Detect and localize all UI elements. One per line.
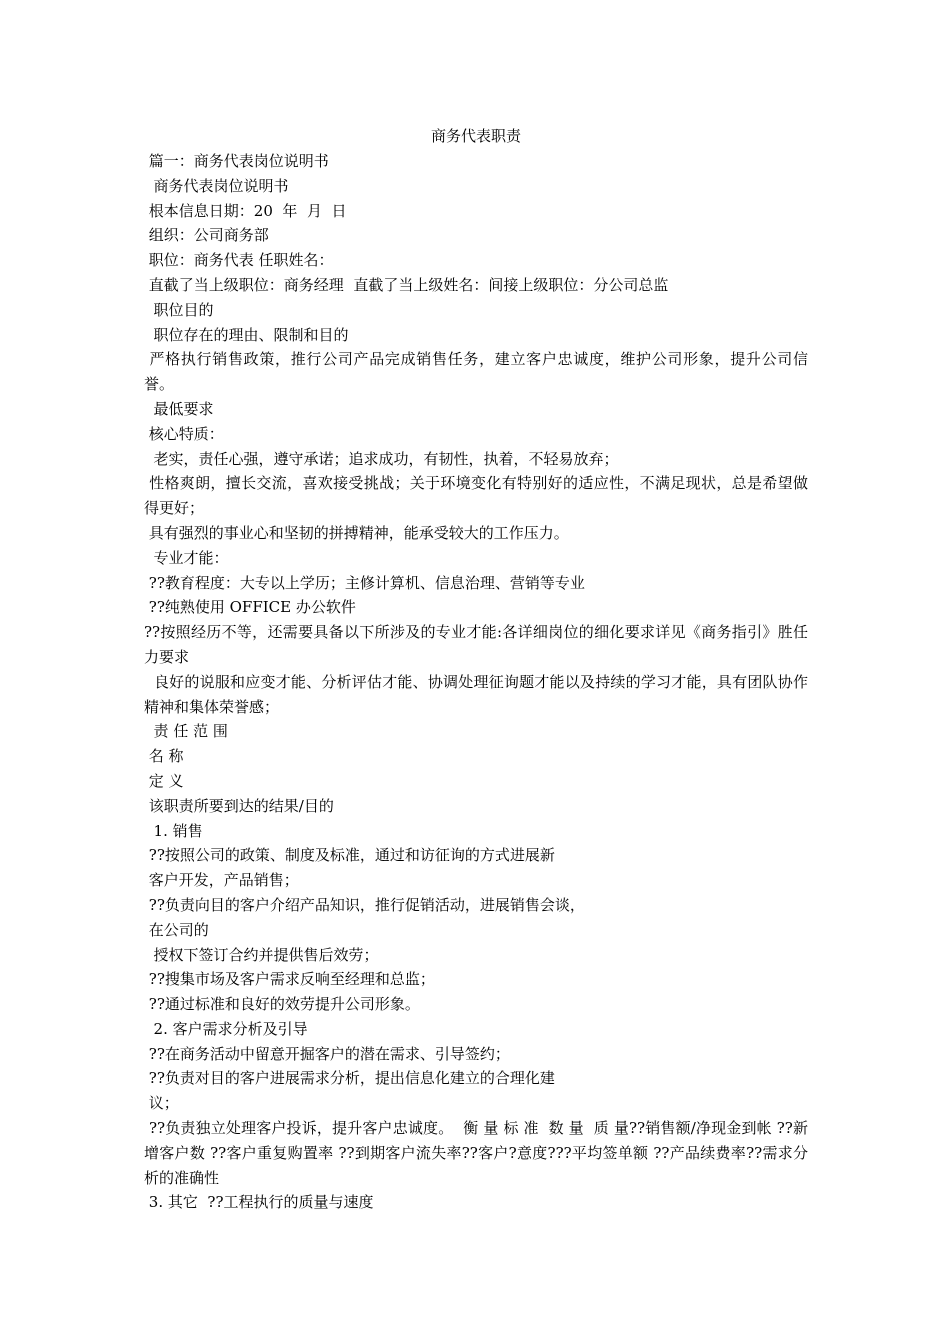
paragraph-line: ??负责向目的客户介绍产品知识，推行促销活动，进展销售会谈， [144,895,585,914]
paragraph-line: 客户开发，产品销售； [144,871,299,890]
paragraph-line: 责 任 范 围 [144,722,228,741]
paragraph-line: ??纯熟使用 OFFICE 办公软件 [144,598,356,617]
paragraph-line: 职位：商务代表 任职姓名： [144,251,334,270]
paragraph-line: 具有强烈的事业心和坚韧的拼搏精神，能承受较大的工作压力。 [144,523,569,542]
paragraph-line: 商务代表岗位说明书 [144,176,289,195]
paragraph-line: 名 称 [144,747,184,766]
paragraph-line: ??教育程度：大专以上学历；主修计算机、信息治理、营销等专业 [144,573,585,592]
paragraph-line: 核心特质： [144,424,224,443]
paragraph-line: 篇一：商务代表岗位说明书 [144,152,329,170]
paragraph-line: 组织：公司商务部 [144,226,269,245]
document-title: 商务代表职责 [430,127,521,145]
paragraph-line: 3. 其它 ??工程执行的质量与速度 [144,1193,374,1212]
paragraph-line: 根本信息日期：20 年 月 日 [144,201,347,220]
paragraph-line: 2. 客户需求分析及引导 [144,1019,308,1038]
paragraph-line: 直截了当上级职位：商务经理 直截了当上级姓名：间接上级职位：分公司总监 [144,275,669,294]
paragraph-line: 最低要求 [144,399,214,418]
paragraph-line: 严格执行销售政策，推行公司产品完成销售任务，建立客户忠诚度，维护公司形象，提升公司信誉。 [144,350,808,394]
paragraph-line: ??通过标准和良好的效劳提升公司形象。 [144,995,420,1014]
paragraph-line: 老实，责任心强，遵守承诺；追求成功，有韧性，执着，不轻易放弃； [144,449,619,468]
paragraph-line: 良好的说服和应变才能、分析评估才能、协调处理征询题才能以及持续的学习才能，具有团队协作精神和集体荣誉感； [144,672,808,716]
paragraph-line: ??按照经历不等，还需要具备以下所涉及的专业才能:各详细岗位的细化要求详见《商务指引》胜任力要求 [144,623,808,666]
paragraph-line: 定 义 [144,771,184,790]
paragraph-line: 该职责所要到达的结果/目的 [144,796,334,815]
document-page [144,124,808,1215]
paragraph-line: ??负责独立处理客户投诉，提升客户忠诚度。 衡 量 标 准 数 量 质 量??销售额/净现金到帐 ??新增客户数 ??客户重复购置率 ??到期客户流失率??客户?意度???平均签单额 ??产品续费率??需求分析的准确性 [144,1119,808,1187]
paragraph-line: 性格爽朗，擅长交流，喜欢接受挑战；关于环境变化有特别好的适应性，不满足现状，总是希望做得更好； [144,474,808,518]
paragraph-line: 在公司的 [144,920,209,939]
paragraph-line: ??搜集市场及客户需求反响至经理和总监； [144,970,435,989]
paragraph-line: 授权下签订合约并提供售后效劳； [144,945,379,964]
paragraph-line: 1. 销售 [144,821,203,840]
paragraph-line: ??按照公司的政策、制度及标准，通过和访征询的方式进展新 [144,846,555,865]
paragraph-line: ??负责对目的客户进展需求分析，提出信息化建立的合理化建 [144,1069,555,1088]
document-body [144,149,808,1215]
paragraph-line: 职位存在的理由、限制和目的 [144,325,349,344]
paragraph-line: 专业才能： [144,548,229,567]
paragraph-line: 议； [144,1094,179,1113]
paragraph-line: ??在商务活动中留意开掘客户的潜在需求、引导签约； [144,1044,510,1063]
paragraph-line: 职位目的 [144,300,214,319]
